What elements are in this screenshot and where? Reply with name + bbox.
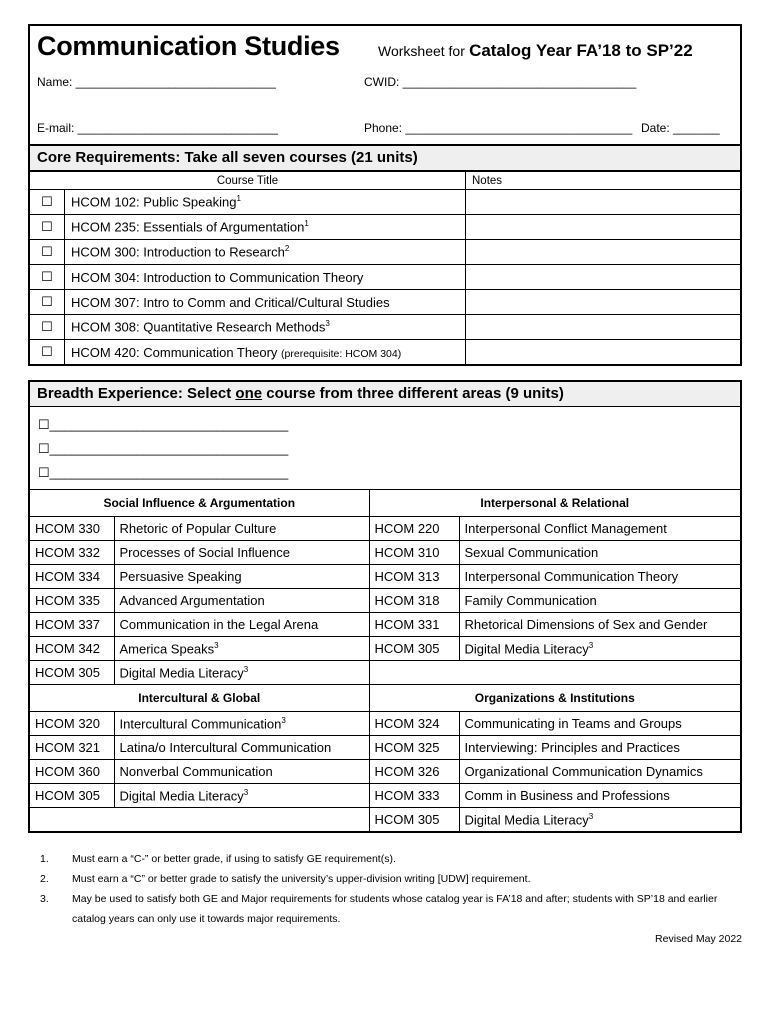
worksheet-for-label: Worksheet for (378, 43, 465, 59)
area-course-row (30, 565, 740, 589)
course-name-text: Intercultural Communication (119, 716, 282, 732)
course-name-text: Digital Media Literacy (119, 665, 244, 681)
phone-field[interactable]: Phone: __________________________________ (364, 121, 633, 135)
course-code: HCOM 325 (369, 736, 459, 760)
course-name-text: Interpersonal Communication Theory (464, 569, 679, 584)
course-title-cell (65, 190, 466, 215)
course-code: HCOM 331 (369, 613, 459, 637)
breadth-blank-line[interactable]: ☐_________________________________ (38, 441, 289, 456)
course-name (459, 589, 740, 613)
course-name (114, 661, 369, 685)
name-row (30, 70, 740, 116)
course-code: HCOM 305 (30, 661, 114, 685)
notes-cell[interactable] (466, 265, 741, 290)
course-title: HCOM 235: Essentials of Argumentation (71, 219, 305, 235)
course-code: HCOM 360 (30, 760, 114, 784)
area-heading: Social Influence & Argumentation (30, 490, 369, 517)
course-title: HCOM 307: Intro to Comm and Critical/Cultural Studies (71, 294, 390, 310)
breadth-blank-line[interactable]: ☐_________________________________ (38, 465, 289, 480)
course-name (114, 760, 369, 784)
checkbox[interactable]: ☐ (30, 240, 65, 265)
areas-table (30, 489, 740, 831)
course-name-text: Comm in Business and Professions (464, 788, 670, 803)
date-field[interactable]: Date: _______ (641, 121, 720, 135)
breadth-heading-one: one (235, 385, 263, 402)
course-name-text: Organizational Communication Dynamics (464, 764, 703, 779)
area-course-row (30, 541, 740, 565)
course-name (114, 736, 369, 760)
course-name-text: Interpersonal Conflict Management (464, 521, 667, 536)
footnote-number: 1. (40, 853, 49, 865)
course-code: HCOM 324 (369, 712, 459, 736)
course-name-text: Digital Media Literacy (464, 641, 589, 657)
footnotes (40, 849, 742, 929)
core-course-row (30, 290, 740, 315)
core-header-row (30, 172, 740, 190)
core-course-row (30, 190, 740, 215)
email-field[interactable]: E-mail: ______________________________ (37, 121, 278, 135)
footnote-number: 2. (40, 873, 49, 885)
core-course-row (30, 215, 740, 240)
course-name (114, 613, 369, 637)
course-code: HCOM 332 (30, 541, 114, 565)
title-bar (30, 26, 740, 70)
checkbox[interactable]: ☐ (30, 265, 65, 290)
course-name (459, 613, 740, 637)
breadth-heading-post: course from three different areas (9 units) (262, 385, 564, 402)
course-code: HCOM 305 (369, 808, 459, 832)
course-name (459, 712, 740, 736)
course-name (459, 541, 740, 565)
course-name-text: Processes of Social Influence (119, 545, 291, 560)
subtitle (378, 41, 693, 61)
course-code: HCOM 305 (30, 784, 114, 808)
course-name-text: Rhetoric of Popular Culture (119, 521, 277, 536)
course-name (114, 784, 369, 808)
course-code: HCOM 333 (369, 784, 459, 808)
course-title: HCOM 308: Quantitative Research Methods (71, 319, 326, 335)
course-code: HCOM 320 (30, 712, 114, 736)
worksheet-page (28, 24, 742, 945)
course-title-cell (65, 240, 466, 265)
course-code: HCOM 220 (369, 517, 459, 541)
notes-cell[interactable] (466, 340, 741, 365)
area-header-row (30, 490, 740, 517)
course-title-cell (65, 265, 466, 290)
area-course-row (30, 736, 740, 760)
area-course-row (30, 637, 740, 661)
notes-cell[interactable] (466, 190, 741, 215)
revised-date: Revised May 2022 (655, 933, 742, 945)
footnote (40, 869, 742, 889)
prerequisite-note: (prerequisite: HCOM 304) (281, 347, 402, 360)
footnote-marker: 3 (325, 319, 330, 329)
course-title: HCOM 102: Public Speaking (71, 194, 237, 210)
course-code: HCOM 310 (369, 541, 459, 565)
course-name-text: Family Communication (464, 593, 597, 608)
course-code: HCOM 337 (30, 613, 114, 637)
course-title-cell (65, 215, 466, 240)
course-title: HCOM 420: Communication Theory (71, 344, 278, 360)
footnote-marker: 1 (304, 219, 309, 229)
course-name (114, 565, 369, 589)
area-course-row (30, 613, 740, 637)
footnote (40, 889, 742, 929)
notes-cell[interactable] (466, 215, 741, 240)
course-title-cell (65, 315, 466, 340)
contact-row (30, 116, 740, 144)
course-name-text: Persuasive Speaking (119, 569, 242, 584)
breadth-box (28, 380, 742, 833)
course-name-text: Nonverbal Communication (119, 764, 273, 779)
course-name-text: America Speaks (119, 641, 215, 657)
breadth-blank-line[interactable]: ☐_________________________________ (38, 417, 289, 432)
area-course-row (30, 760, 740, 784)
footnote-marker: 2 (284, 244, 290, 254)
page-title: Communication Studies (37, 31, 340, 61)
course-name (459, 808, 740, 832)
footnote-text: Must earn a “C” or better grade to satisfy the university’s upper-division writing [UDW] requirement. (72, 873, 531, 885)
course-name-text: Digital Media Literacy (119, 788, 244, 804)
course-name-text: Rhetorical Dimensions of Sex and Gender (464, 617, 708, 632)
course-code (369, 661, 740, 685)
checkbox[interactable]: ☐ (30, 190, 65, 215)
course-code: HCOM 335 (30, 589, 114, 613)
course-name (114, 712, 369, 736)
area-course-row (30, 589, 740, 613)
course-name-text: Latina/o Intercultural Communication (119, 740, 332, 755)
footnote-marker: 3 (588, 811, 594, 821)
area-heading: Interpersonal & Relational (369, 490, 740, 517)
course-title-cell (65, 340, 466, 365)
course-code: HCOM 334 (30, 565, 114, 589)
course-name (459, 784, 740, 808)
core-box (28, 24, 742, 366)
checkbox[interactable]: ☐ (30, 315, 65, 340)
course-name (114, 541, 369, 565)
core-course-row (30, 340, 740, 365)
course-name (114, 517, 369, 541)
core-course-row (30, 315, 740, 340)
course-code: HCOM 318 (369, 589, 459, 613)
area-course-row (30, 808, 740, 832)
course-title: HCOM 300: Introduction to Research (71, 244, 285, 260)
course-name (114, 589, 369, 613)
course-name (459, 637, 740, 661)
footnote-marker: 3 (588, 640, 594, 650)
notes-cell[interactable] (466, 240, 741, 265)
checkbox[interactable]: ☐ (30, 215, 65, 240)
footnote-marker: 3 (243, 664, 249, 674)
checkbox[interactable]: ☐ (30, 340, 65, 365)
course-code (30, 808, 369, 832)
footnote-number: 3. (40, 893, 49, 905)
course-code: HCOM 321 (30, 736, 114, 760)
catalog-year: Catalog Year FA’18 to SP’22 (469, 41, 693, 60)
core-heading: Core Requirements: Take all seven courses (21 units) (30, 144, 740, 171)
notes-header: Notes (466, 172, 741, 190)
course-name-text: Interviewing: Principles and Practices (464, 740, 680, 755)
footnote (40, 849, 742, 869)
footnote-text: Must earn a “C-” or better grade, if using to satisfy GE requirement(s). (72, 853, 396, 865)
course-name-text: Advanced Argumentation (119, 593, 265, 608)
footnote-text: May be used to satisfy both GE and Major requirements for students whose catalog year is FA’18 and after; students with SP’18 and earlier catalog years can only use it towards major requirements. (72, 893, 718, 925)
course-title-cell (65, 290, 466, 315)
footnote-marker: 3 (214, 640, 219, 650)
course-code: HCOM 313 (369, 565, 459, 589)
course-name-text: Sexual Communication (464, 545, 599, 560)
breadth-heading-pre: Breadth Experience: Select (37, 385, 236, 402)
notes-cell[interactable] (466, 315, 741, 340)
course-name (459, 517, 740, 541)
area-course-row (30, 661, 740, 685)
course-name (114, 637, 369, 661)
area-course-row (30, 517, 740, 541)
area-header-row (30, 685, 740, 712)
course-title-header: Course Title (30, 172, 466, 190)
course-code: HCOM 305 (369, 637, 459, 661)
area-course-row (30, 712, 740, 736)
course-name (459, 736, 740, 760)
course-title: HCOM 304: Introduction to Communication Theory (71, 269, 364, 285)
breadth-blanks (30, 407, 740, 489)
core-course-row (30, 240, 740, 265)
area-heading: Organizations & Institutions (369, 685, 740, 712)
breadth-heading (30, 382, 740, 407)
course-name (459, 565, 740, 589)
name-field[interactable]: Name: ______________________________ (37, 75, 276, 89)
course-name-text: Communication in the Legal Arena (119, 617, 319, 632)
checkbox[interactable]: ☐ (30, 290, 65, 315)
course-name-text: Communicating in Teams and Groups (464, 716, 682, 731)
course-name (459, 760, 740, 784)
area-course-row (30, 784, 740, 808)
core-course-row (30, 265, 740, 290)
footnote-marker: 3 (243, 787, 249, 797)
core-table (30, 171, 740, 364)
area-heading: Intercultural & Global (30, 685, 369, 712)
course-code: HCOM 342 (30, 637, 114, 661)
notes-cell[interactable] (466, 290, 741, 315)
footnote-marker: 3 (281, 715, 286, 725)
cwid-field[interactable]: CWID: ___________________________________ (364, 75, 637, 89)
course-name-text: Digital Media Literacy (464, 812, 589, 828)
course-code: HCOM 326 (369, 760, 459, 784)
footnote-marker: 1 (236, 194, 241, 204)
course-code: HCOM 330 (30, 517, 114, 541)
